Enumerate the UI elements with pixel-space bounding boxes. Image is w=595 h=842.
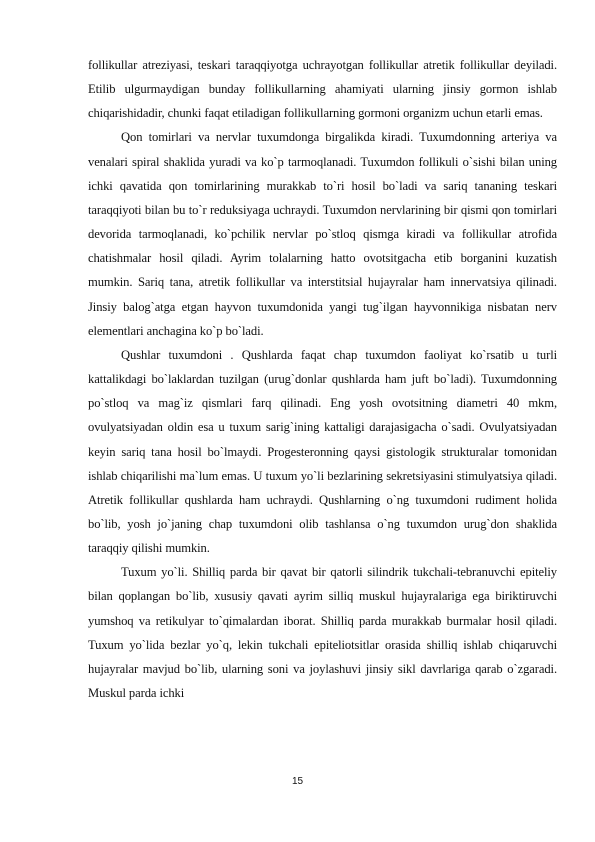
document-body	[88, 53, 557, 705]
paragraph-oviduct: Tuxum yo`li. Shilliq parda bir qavat bir qatorli silindrik tukchali-tebranuvchi epiteliy bilan qoplangan bo`lib, xususiy qavati ayrim silliq muskul hujayralariga ega biriktiruvchi yumshoq va retikulyar to`qimalardan iborat. Shilliq parda murakkab burmalar hosil qiladi. Tuxum yo`lida bezlar yo`q, lekin tukchali epiteliotsitlar orasida shilliq ishlab chiqaruvchi hujayralar mavjud bo`lib, ularning soni va joylashuvi jinsiy sikl davrlariga qarab o`zgaradi. Muskul parda ichki	[88, 565, 557, 701]
page-number: 15	[291, 776, 304, 787]
paragraph-blood-vessels-nerves: Qon tomirlari va nervlar tuxumdonga birgalikda kiradi. Tuxumdonning arteriya va venalari spiral shaklida yuradi va ko`p tarmoqlanadi. Tuxumdon follikuli o`sishi bilan uning ichki qavatida qon tomirlarining murakkab to`ri hosil bo`ladi va sariq tananing teskari taraqqiyoti bilan bu to`r reduksiyaga uchraydi. Tuxumdon nervlarining bir qismi qon tomirlari devorida tarmoqlanadi, ko`pchilik nervlar po`stloq qismga kiradi va follikullar atrofida chatishmalar hosil qiladi. Ayrim tolalarning hatto ovotsitgacha etib borganini kuzatish mumkin. Sariq tana, atretik follikullar va interstitsial hujayralar ham innervatsiya qilinadi. Jinsiy balog`atga etgan hayvon tuxumdonida yangi tug`ilgan hayvonnikiga nisbatan nerv elementlari anchagina ko`p bo`ladi.	[88, 130, 557, 338]
paragraph-bird-ovary: Qushlar tuxumdoni . Qushlarda faqat chap tuxumdon faoliyat ko`rsatib u turli kattalikdagi bo`laklardan tuzilgan (urug`donlar qushlarda ham juft bo`ladi). Tuxumdonning po`stloq va mag`iz qismlari farq qilinadi. Eng yosh ovotsitning diametri 40 mkm, ovulyatsiyadan oldin esa u tuxum sarig`ining kattaligi darajasigacha o`sadi. Ovulyatsiyadan keyin sariq tana hosil bo`lmaydi. Progesteronning qaysi gistologik strukturalar tomonidan ishlab chiqarilishi ma`lum emas. U tuxum yo`li bezlarining sekretsiyasini stimulyatsiya qiladi. Atretik follikullar qushlarda ham uchraydi. Qushlarning o`ng tuxumdoni rudiment holida bo`lib, yosh jo`janing chap tuxumdoni olib tashlansa o`ng tuxumdon urug`don shaklida taraqqiy qilishi mumkin.	[88, 347, 557, 556]
paragraph-continuation: follikullar atreziyasi, teskari taraqqiyotga uchrayotgan follikullar atretik follikullar deyiladi. Etilib ulgurmaydigan bunday follikullarning ahamiyati ularning jinsiy gormon ishlab chiqarishidadir, chunki faqat etiladigan follikullarning gormoni organizm uchun etarli emas.	[88, 58, 557, 121]
